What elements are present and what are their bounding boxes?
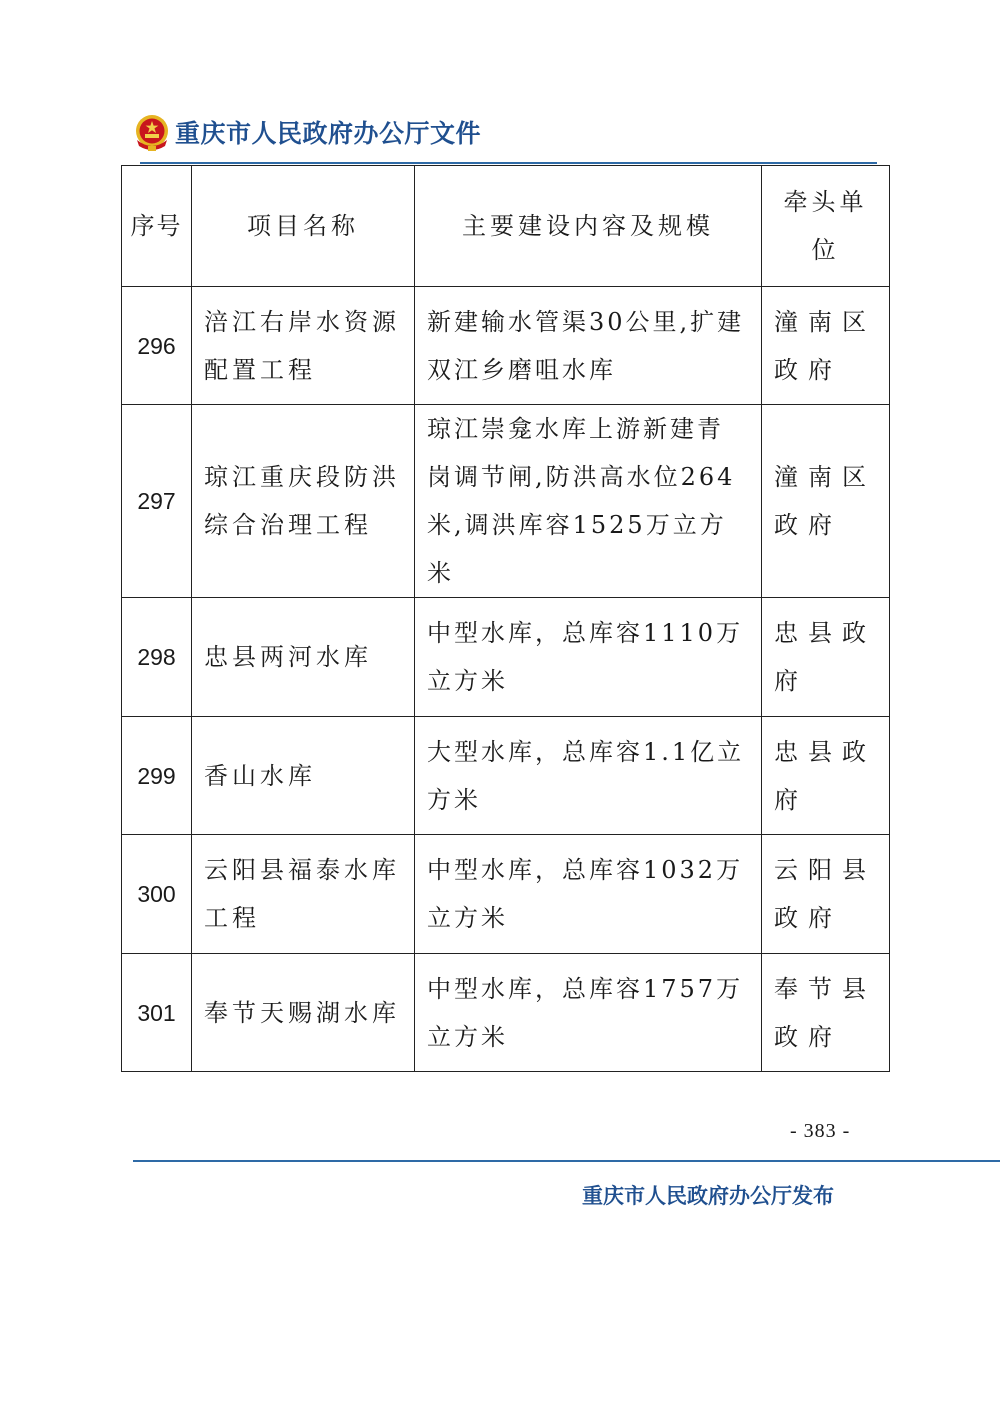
row-name: 奉节天赐湖水库	[192, 954, 415, 1072]
row-lead: 忠县政府	[762, 598, 890, 717]
header-seq: 序号	[122, 166, 192, 287]
header-content: 主要建设内容及规模	[415, 166, 762, 287]
table-header-row	[122, 166, 890, 287]
row-name: 云阳县福泰水库工程	[192, 835, 415, 954]
table-row	[122, 287, 890, 405]
row-lead: 云阳县政府	[762, 835, 890, 954]
page-number: - 383 -	[790, 1120, 851, 1142]
header-divider	[140, 162, 877, 164]
row-lead: 奉节县政府	[762, 954, 890, 1072]
row-content: 中型水库，总库容1757万立方米	[415, 954, 762, 1072]
row-seq: 297	[122, 405, 192, 598]
row-seq: 299	[122, 717, 192, 835]
table-row	[122, 954, 890, 1072]
row-lead: 忠县政府	[762, 717, 890, 835]
header-title: 重庆市人民政府办公厅文件	[175, 119, 482, 148]
table-row	[122, 717, 890, 835]
row-content: 中型水库，总库容1032万立方米	[415, 835, 762, 954]
footer-divider	[133, 1160, 1000, 1162]
row-seq: 300	[122, 835, 192, 954]
table-row	[122, 405, 890, 598]
row-content: 大型水库，总库容1.1亿立方米	[415, 717, 762, 835]
row-content: 新建输水管渠30公里,扩建双江乡磨咀水库	[415, 287, 762, 405]
header-name: 项目名称	[192, 166, 415, 287]
document-header	[133, 110, 481, 154]
national-emblem-icon	[133, 112, 171, 152]
row-content: 琼江崇龛水库上游新建青岗调节闸,防洪高水位264米,调洪库容1525万立方米	[415, 405, 762, 598]
row-seq: 298	[122, 598, 192, 717]
row-name: 琼江重庆段防洪综合治理工程	[192, 405, 415, 598]
row-name: 香山水库	[192, 717, 415, 835]
row-lead: 潼南区政府	[762, 405, 890, 598]
row-lead: 潼南区政府	[762, 287, 890, 405]
header-lead: 牵头单位	[762, 166, 890, 287]
row-content: 中型水库，总库容1110万立方米	[415, 598, 762, 717]
row-seq: 296	[122, 287, 192, 405]
footer-publisher: 重庆市人民政府办公厅发布	[582, 1184, 834, 1208]
projects-table	[121, 165, 890, 1072]
row-name: 涪江右岸水资源配置工程	[192, 287, 415, 405]
row-seq: 301	[122, 954, 192, 1072]
table-row	[122, 835, 890, 954]
table-row	[122, 598, 890, 717]
row-name: 忠县两河水库	[192, 598, 415, 717]
